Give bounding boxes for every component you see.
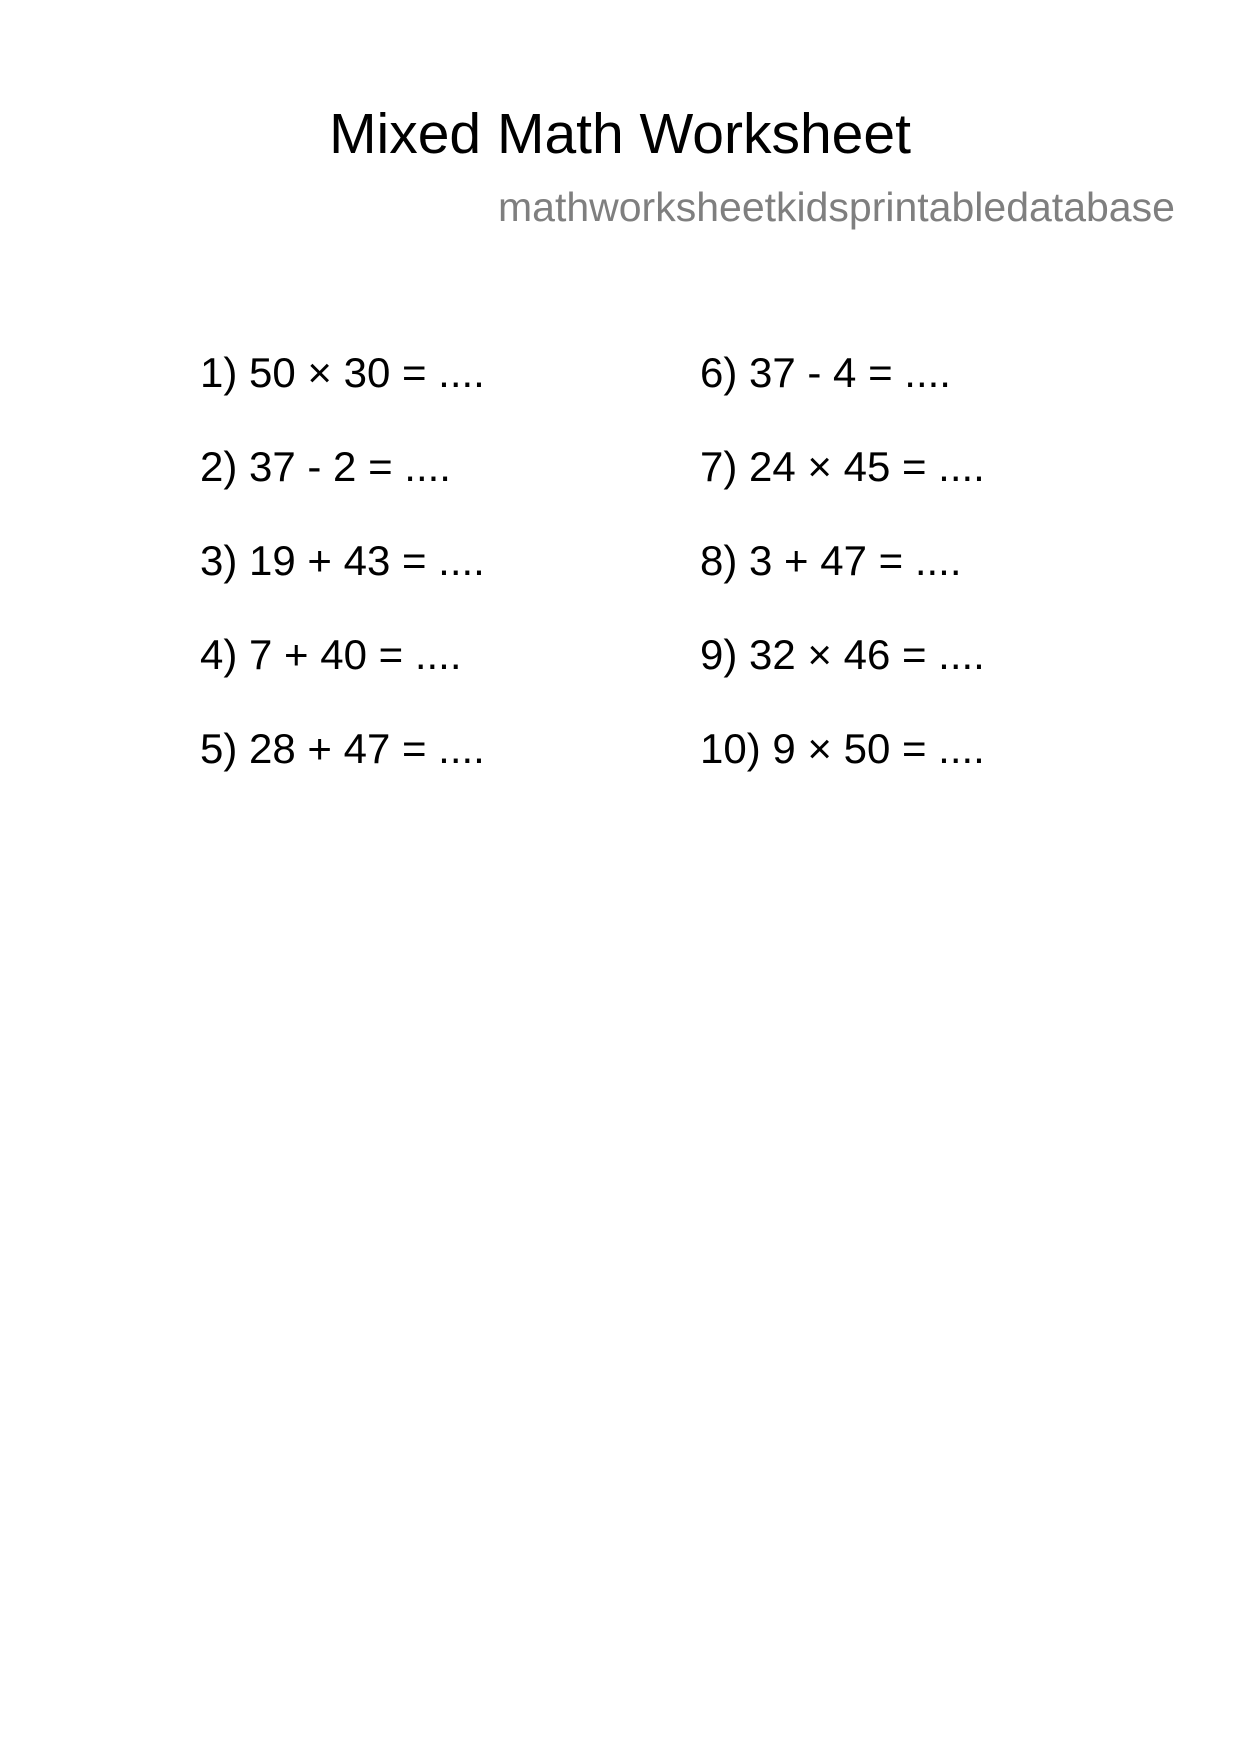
problem-column-right <box>700 348 985 818</box>
problem-1: 1) 50 × 30 = .... <box>200 349 485 396</box>
problem-2: 2) 37 - 2 = .... <box>200 443 451 490</box>
problem-5: 5) 28 + 47 = .... <box>200 725 485 772</box>
problem-3: 3) 19 + 43 = .... <box>200 537 485 584</box>
problem-list <box>200 348 1100 828</box>
page-title: Mixed Math Worksheet <box>329 102 911 166</box>
problem-9: 9) 32 × 46 = .... <box>700 631 985 678</box>
problem-8: 8) 3 + 47 = .... <box>700 537 962 584</box>
problem-7: 7) 24 × 45 = .... <box>700 443 985 490</box>
problem-column-left <box>200 348 485 818</box>
watermark-text: mathworksheetkidsprintabledatabase <box>498 184 1175 230</box>
problem-4: 4) 7 + 40 = .... <box>200 631 462 678</box>
problem-10: 10) 9 × 50 = .... <box>700 725 985 772</box>
problem-6: 6) 37 - 4 = .... <box>700 349 951 396</box>
